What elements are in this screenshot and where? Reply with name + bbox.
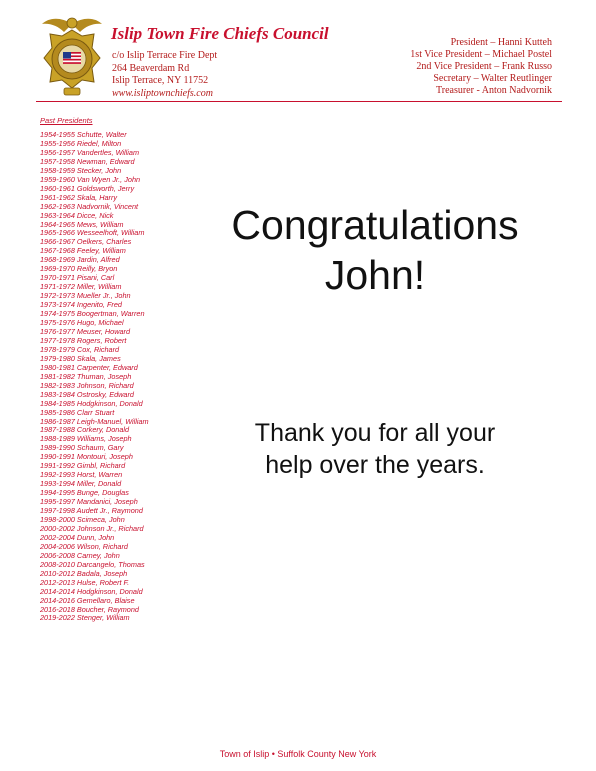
past-president-entry: 1973-1974 Ingenito, Fred <box>40 300 122 310</box>
past-president-entry: 2012-2013 Hulse, Robert F. <box>40 577 130 587</box>
thank-you-message <box>175 417 575 481</box>
past-president-entry: 1994-1995 Bunge, Douglas <box>40 488 129 498</box>
officers-list <box>410 37 552 97</box>
footer-town: Town of Islip <box>219 749 270 759</box>
past-president-entry: 1962-1963 Nadvornik, Vincent <box>40 201 139 211</box>
officer-president: President – Hanni Kutteh <box>450 37 552 48</box>
address-block <box>112 50 217 100</box>
past-president-entry: 1968-1969 Jardin, Alfred <box>40 255 120 265</box>
header-divider <box>36 101 562 102</box>
past-president-entry: 1988-1989 Williams, Joseph <box>40 434 132 444</box>
past-president-entry: 1972-1973 Mueller Jr., John <box>40 291 131 301</box>
past-president-entry: 1998-2000 Scimeca, John <box>40 514 125 524</box>
headline-line-2: John! <box>324 252 426 298</box>
org-title: Islip Town Fire Chiefs Council <box>111 24 329 43</box>
past-president-entry: 1965-1966 Wesseelhoft, William <box>40 228 145 238</box>
past-president-entry: 1975-1976 Hugo, Michael <box>40 318 124 328</box>
past-president-entry: 1982-1983 Johnson, Richard <box>40 380 134 390</box>
address-line-3: Islip Terrace, NY 11752 <box>112 75 209 86</box>
congratulations-headline <box>175 200 575 300</box>
past-president-entry: 1959-1960 Van Wyen Jr., John <box>40 174 141 184</box>
past-president-entry: 1991-1992 Gimbl, Richard <box>40 461 126 471</box>
past-president-entry: 1954-1955 Schutte, Walter <box>40 130 127 139</box>
past-president-entry: 1981-1982 Thuman, Joseph <box>40 371 132 381</box>
past-president-entry: 1967-1968 Feeley, William <box>40 246 126 256</box>
past-president-entry: 1980-1981 Carpenter, Edward <box>40 362 138 372</box>
footer <box>0 749 596 759</box>
past-president-entry: 1992-1993 Horst, Warren <box>40 470 123 480</box>
thank-you-line-1: Thank you for all your <box>254 419 496 447</box>
past-president-entry: 1990-1991 Montouri, Joseph <box>40 452 133 462</box>
past-president-entry: 1963-1964 Dicce, Nick <box>40 210 114 220</box>
past-president-entry: 2019-2022 Stenger, William <box>40 613 130 623</box>
thank-you-line-2: help over the years. <box>265 451 485 479</box>
past-president-entry: 1978-1979 Cox, Richard <box>40 344 120 354</box>
past-president-entry: 1956-1957 Vandertles, William <box>40 147 140 157</box>
past-president-entry: 1995-1997 Mandanici, Joseph <box>40 497 138 507</box>
past-president-entry: 1970-1971 Pisani, Carl <box>40 273 115 283</box>
past-president-entry: 2008-2010 Darcangelo, Thomas <box>40 559 145 569</box>
past-president-entry: 1966-1967 Oelkers, Charles <box>40 237 132 247</box>
past-president-entry: 1997-1998 Audett Jr., Raymond <box>40 506 143 516</box>
officer-treasurer: Treasurer - Anton Nadvornik <box>435 85 552 96</box>
address-line-1: c/o Islip Terrace Fire Dept <box>112 50 218 61</box>
past-president-entry: 1969-1970 Reilly, Bryon <box>40 264 118 274</box>
past-president-entry: 1971-1972 Miller, William <box>40 282 122 292</box>
past-president-entry: 2006-2008 Carney, John <box>40 550 120 560</box>
past-president-entry: 2002-2004 Dunn, John <box>40 532 115 542</box>
past-president-entry: 1977-1978 Rogers, Robert <box>40 335 127 345</box>
past-president-entry: 1964-1965 Mews, William <box>40 219 124 229</box>
footer-county: Suffolk County New York <box>277 749 377 759</box>
past-president-entry: 1961-1962 Skala, Harry <box>40 192 118 202</box>
past-president-entry: 1955-1956 Riedel, Milton <box>40 138 122 148</box>
past-president-entry: 2014-2016 Gemellaro, Blaise <box>40 595 135 605</box>
past-president-entry: 1985-1986 Clarr Stuart <box>40 407 115 417</box>
past-president-entry: 1974-1975 Boogertman, Warren <box>40 309 145 319</box>
past-presidents-heading: Past Presidents <box>40 116 93 125</box>
past-president-entry: 1984-1985 Hodgkinson, Donald <box>40 398 143 408</box>
website-link[interactable]: www.isliptownchiefs.com <box>112 87 213 99</box>
officer-first-vice-president: 1st Vice President – Michael Postel <box>410 49 552 60</box>
past-president-entry: 1987-1988 Corkery, Donald <box>40 425 130 435</box>
officer-second-vice-president: 2nd Vice President – Frank Russo <box>416 61 552 72</box>
past-president-entry: 1993-1994 Miller, Donald <box>40 479 122 489</box>
past-president-entry: 1957-1958 Newman, Edward <box>40 156 135 166</box>
past-president-entry: 1976-1977 Meuser, Howard <box>40 326 131 336</box>
past-president-entry: 2010-2012 Badala, Joseph <box>40 568 128 578</box>
footer-separator: • <box>271 749 275 759</box>
past-president-entry: 1989-1990 Schaum, Gary <box>40 443 124 453</box>
past-president-entry: 1986-1987 Leigh-Manuel, William <box>40 416 149 426</box>
officer-secretary: Secretary – Walter Reutlinger <box>433 73 552 84</box>
address-line-2: 264 Beaverdam Rd <box>112 62 190 74</box>
past-president-entry: 1983-1984 Ostrosky, Edward <box>40 389 134 399</box>
headline-line-1: Congratulations <box>231 202 519 248</box>
past-president-entry: 1958-1959 Stecker, John <box>40 165 122 175</box>
past-president-entry: 1960-1961 Goldsworth, Jerry <box>40 183 135 193</box>
past-president-entry: 2016-2018 Boucher, Raymond <box>40 604 139 614</box>
past-president-entry: 2014-2014 Hodgkinson, Donald <box>40 586 143 596</box>
past-president-entry: 1979-1980 Skala, James <box>40 353 121 363</box>
fire-chief-badge-logo <box>38 10 106 102</box>
past-president-entry: 2000-2002 Johnson Jr., Richard <box>40 523 144 533</box>
past-presidents-list <box>40 131 149 623</box>
past-president-entry: 2004-2006 Wilson, Richard <box>40 541 128 551</box>
